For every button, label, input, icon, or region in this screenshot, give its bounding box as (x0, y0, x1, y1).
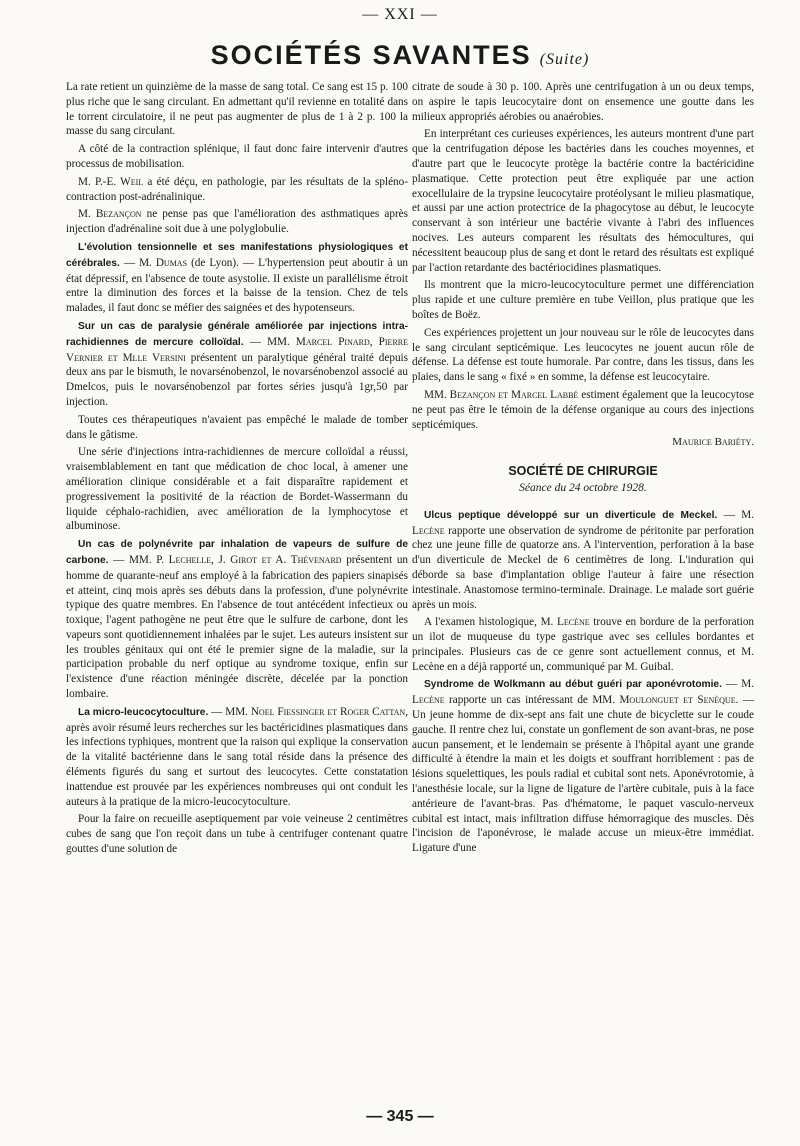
paragraph: citrate de soude à 30 p. 100. Après une centrifugation à un ou deux temps, on aspire le tapis leucocytaire dont on ensemence une goutte dans les milieux appropriés aérobies ou anaérobies. (412, 81, 754, 123)
header-title: SOCIÉTÉS SAVANTES (210, 40, 532, 70)
paragraph: Toutes ces thérapeutiques n'avaient pas empêché le malade de tomber dans le gâtisme. (66, 413, 408, 441)
paragraph (412, 388, 754, 432)
section-title: SOCIÉTÉ DE CHIRURGIE (508, 464, 658, 479)
page-number: — 345 — (366, 1108, 434, 1125)
signature: Maurice Bariéty. (672, 436, 754, 449)
communication-title: Syndrome de Wolkmann au début guéri par aponévrotomie. (424, 679, 722, 691)
left-column (66, 80, 408, 860)
paragraph: Ces expériences projettent un jour nouveau sur le rôle de leucocytes dans le sang circulant septicémique. Les leucocytes ne jouent aucun rôle de défense. La défense est toute humorale. Par contre, dans les tissus, dans les plaies, dans le sang « fixé » en somme, la défense est leucocytaire. (412, 326, 754, 384)
communication-title: Ulcus peptique développé sur un diverticule de Meckel. (424, 509, 718, 521)
communication-title: La micro-leucocytoculture. (78, 706, 209, 718)
author-name: M. Lecène (412, 678, 754, 707)
communication: Syndrome de Wolkmann au début guéri par aponévrotomie. — M. Lecène rapporte un cas intéressant de MM. Moulonguet et Senèque. — Un jeune homme de dix-sept ans fait une chute de bicyclette sur le coude gauche. Il rentre chez lui, constate un gonflement de son avant-bras, ne pose aucun pansement, et le lendemain se présente à l'hôpital ayant une grande difficulté à étendre la main et les doigts et souffrant horriblement : pas de lésions squelettiques, les pouls radial et cubital sont nets. Aponévrotomie, à l'anesthésie locale, sur la ligne de ligature de l'artère cubitale, puis à la face antérieure de l'avant-bras. Pas d'hématome, le paquet vasculo-nerveux cubital est intact, mais infiltration diffuse hémorragique des muscles. Dès l'incision de l'aponévrose, le malade accuse un mieux-être immédiat. Ligature d'une (412, 678, 755, 855)
paragraph: Ils montrent que la micro-leucocytoculture permet une différenciation plus rapide et une culture première en tube Veillon, plus pratique que les boîtes de Boëz. (412, 279, 754, 321)
author-name: MM. Noel Fiessinger et Roger Cattan (225, 705, 406, 718)
communication: Sur un cas de paralysie générale améliorée par injections intra-rachidiennes de mercure colloïdal. — MM. Marcel Pinard, Pierre Vernier et Mlle Versini présentent un paralytique général traité depuis deux ans par le bismuth, le novarsénobenzol, le novarsénobenzol associé au Dmelcos, puis le novarsénobenzol par fortes séries jusqu'à 1gr,50 par injection. (66, 320, 409, 408)
author-name: M. P.-E. Weil (78, 175, 144, 188)
author-name: M. Lecène (540, 616, 590, 629)
roman-page-number: — XXI — (362, 6, 438, 23)
paragraph-text: a été déçu, en pathologie, par les résultats de la spléno-contraction post-adrénalinique. (66, 175, 408, 203)
paragraph: Pour la faire on recueille aseptiquement par voie veineuse 2 centimètres cubes de sang que l'on reçoit dans un tube à centrifuger contenant quatre gouttes d'une solution de (66, 813, 408, 856)
author-name: MM. Marcel Pinard, Pierre Vernier et Mlle Versini (66, 335, 409, 364)
communication: Un cas de polynévrite par inhalation de vapeurs de sulfure de carbone. — MM. P. Lechelle, J. Girot et A. Thévenard présentent un homme de quarante-neuf ans employé à la fabrication des papiers sinapisés et atteint, cinq mois après ses débuts dans la profession, d'une polynévrite typique des quatre membres. En l'absence de tout antécédent infectieux ou toxique, l'agent pathogène ne peut être que le sulfure de carbone, dont les vapeurs sont quotidiennement inhalées par le sujet. Les auteurs insistent sur les troubles génitaux qui ont été le premier signe de la maladie, sur la participation probable du nerf optique au syndrome toxique, enfin sur l'existence d'une réaction méningée discrète, décelée par la ponction lombaire. (66, 539, 409, 701)
section-session-date: Séance du 24 octobre 1928. (519, 481, 647, 494)
author-name: M. Dumas (139, 256, 188, 269)
paragraph: A côté de la contraction splénique, il faut donc faire intervenir d'autres processus de mobilisation. (66, 143, 408, 170)
paragraph-text: estiment également que la leucocytose ne peut pas être le témoin de la défense organique au cours des injections septicémiques. (412, 388, 754, 431)
paragraph-text: trouve en bordure de la perforation un ilot de muqueuse du type gastrique avec ses cellules bordantes et principales. Plusieurs cas de ce genre sont actuellement connus, et M. Lecène en a déjà rapporté un, communiqué par M. Guibal. (412, 616, 755, 673)
communication-text: , après avoir résumé leurs recherches sur les bactéricidines plasmatiques dans les infections typhiques, montrent que la raison qui explique la conservation de la vitalité bactérienne dans le sang total réside dans la présence des éléments figurés du sang et surtout des leucocytes. Cette constatation inattendue est prouvée par les expériences nombreuses qui ont conduit les auteurs à la pratique de la micro-leucocytoculture. (66, 705, 408, 808)
paragraph: Une série d'injections intra-rachidiennes de mercure colloïdal a réussi, vraisemblablement en tant que médication de choc local, à amener une amélioration clinique considérable et a fait disparaître rapidement et progressivement la positivité de la réaction de Bordet-Wassermann du liquide céphalo-rachidien, avec amélioration de la lymphocytose et albuminose. (66, 446, 408, 533)
communication-text: présentent un paralytique général traité depuis deux ans par le bismuth, le novarsénobenzol, le novarsénobenzol associé au Dmelcos, puis le novarsénobenzol par fortes séries jusqu'à 1gr,50 par injection. (66, 351, 408, 408)
communication-text: rapporte une observation de syndrome de péritonite par perforation chez une jeune fille de quatorze ans. A l'intervention, perforation à la base d'un diverticule de Meckel de 6 centimètres de long. L'induration qui déborde sa base d'implantation oblige l'auteur à faire une résection intestinale. Anastomose termino-terminale. Drainage. Le malade sort guérie après un mois. (412, 524, 754, 611)
right-column (412, 80, 754, 859)
communication: Ulcus peptique développé sur un diverticule de Meckel. — M. Lecène rapporte une observation de syndrome de péritonite par perforation chez une jeune fille de quatorze ans. A l'intervention, perforation à la base d'un diverticule de Meckel de 6 centimètres de long. L'induration qui déborde sa base d'implantation oblige l'auteur à faire une résection intestinale. Anastomose termino-terminale. Drainage. Le malade sort guérie après un mois. (412, 508, 755, 611)
communication-title: L'évolution tensionnelle et ses manifestations physiologiques et cérébrales. (66, 241, 408, 269)
paragraph-text: ne pense pas que l'amélioration des asthmatiques après injection d'adrénaline soit due à une polyglobulie. (66, 208, 408, 236)
communication: L'évolution tensionnelle et ses manifestations physiologiques et cérébrales. — M. Dumas (de Lyon). — L'hypertension peut aboutir à un état dépressif, en l'absence de toute asystolie. Il existe un parallélisme étroit entre la diminution des forces et la baisse de la tension. Chez de tels malades, il faut donc se méfier des saignées et des hypotenseurs. (66, 241, 409, 315)
author-name: MM. P. Lechelle, J. Girot et A. Thévenard (128, 553, 342, 566)
paragraph (66, 175, 408, 205)
header-suite: (Suite) (539, 51, 590, 68)
communication-text: . — Un jeune homme de dix-sept ans fait une chute de bicyclette sur le coude gauche. Il rentre chez lui, constate un gonflement de son avant-bras, ne pose aucun pansement, et le lendemain se présente à l'hôpital ayant une grande difficulté à étendre la main et les doigts et souffrant horriblement : pas de lésions squelettiques, les pouls radial et cubital sont nets. Aponévrotomie, à l'anesthésie locale, sur la ligne de ligature de l'artère cubitale, puis à la face antérieure de l'avant-bras. Pas d'hématome, le paquet vasculo-nerveux cubital est intact, mais infiltration diffuse hémorragique des muscles. Dès l'incision de l'aponévrose, le malade accuse un mieux-être immédiat. Ligature d'une (412, 694, 755, 855)
paragraph-text: A l'examen histologique, (424, 616, 541, 629)
paragraph (66, 207, 408, 237)
communication-title: Sur un cas de paralysie générale améliorée par injections intra-rachidiennes de mercure colloïdal. (66, 320, 408, 348)
author-name: MM. Bezançon et Marcel Labbé (424, 388, 579, 401)
communication: La micro-leucocytoculture. — MM. Noel Fiessinger et Roger Cattan, après avoir résumé leurs recherches sur les bactéricidines plasmatiques dans les infections typhiques, montrent que la raison qui explique la conservation de la vitalité bactérienne dans le sang total réside dans la présence des éléments figurés du sang et surtout des leucocytes. Cette constatation inattendue est prouvée par les expériences nombreuses qui ont conduit les auteurs à la pratique de la micro-leucocytoculture. (66, 705, 408, 808)
communication-text: rapporte un cas intéressant de (444, 694, 593, 707)
paragraph: En interprétant ces curieuses expériences, les auteurs montrent d'une part que la centrifugation dépose les bactéries dans les couches moyennes, et d'autre part que le leucocyte protège la bactérie contre la bactéricidine plasmatique. Cette protection peut être expliquée par une action exocellulaire de la trypsine leucocytaire protéolysant le milieu plasmatique, et aussi par une action protectrice de la phagocytose au début, le leucocyte conservant à son intérieur une bactérie vivante à l'abri des influences nocives. Les auteurs comparent les résultats des hémocultures, qui nécessitent beaucoup plus de sang et dont le retard des résultats est expliqué par l'action retardante des bactériocidines plasmatiques. (412, 128, 754, 274)
communication-text: présentent un homme de quarante-neuf ans employé à la fabrication des papiers sinapisés et atteint, cinq mois après ses débuts dans la profession, d'une polynévrite typique des quatre membres. En l'absence de tout antécédent infectieux ou toxique, l'agent pathogène ne peut être que le sulfure de carbone, dont les vapeurs sont quotidiennement inhalées par le sujet. Les auteurs insistent sur les troubles génitaux qui ont été le premier signe de la maladie, sur la participation probable du nerf optique au syndrome toxique, enfin sur l'existence d'une réaction méningée discrète, décelée par la ponction lombaire. (66, 553, 409, 701)
author-name: M. Lecène (412, 508, 755, 537)
author-name: M. Bezançon (78, 208, 142, 221)
communication-title: Un cas de polynévrite par inhalation de vapeurs de sulfure de carbone. (66, 539, 408, 566)
author-name: MM. Moulonguet et Senèque (592, 694, 736, 707)
paragraph (412, 615, 754, 674)
page-header (0, 40, 800, 71)
paragraph: La rate retient un quinzième de la masse de sang total. Ce sang est 15 p. 100 plus riche que le sang circulant. En admettant qu'il revienne en totalité dans le torrent circulatoire, il ne peut pas augmenter de plus de 1 à 2 p. 100 la masse du sang circulant. (66, 81, 408, 138)
communication-text: (de Lyon). — L'hypertension peut aboutir à un état dépressif, en l'absence de toute asystolie. Il existe un parallélisme étroit entre la diminution des forces et la baisse de la tension. Chez de tels malades, il faut donc se méfier des saignées et des hypotenseurs. (66, 256, 409, 315)
